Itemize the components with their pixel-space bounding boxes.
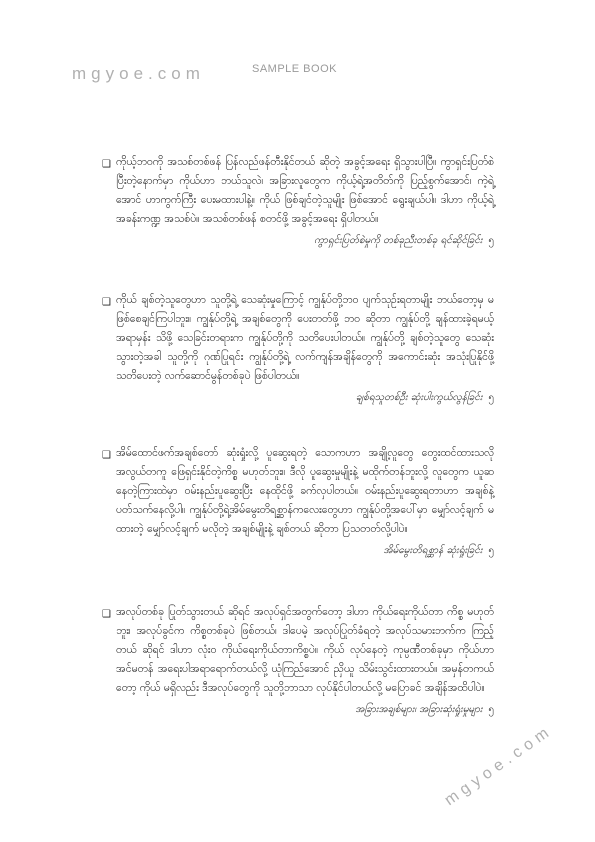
source-page: ၅ — [488, 392, 494, 403]
quote-source — [102, 544, 494, 558]
quote-text: ကိုယ် ချစ်တဲ့သူတွေဟာ သူတို့ရဲ့ သေဆုံးမှုကြောင့် ကျွန်ုပ်တို့ဘဝ ပျက်သုဉ်းရတာမျိုး ဘယ်တော့မှ မဖြစ်စေချင်ကြပါဘူး။ ကျွန်ုပ်တို့ရဲ့ အချစ်တွေကို ပေးတတ်ဖို့ ဘဝ ဆိုတာ ကျွန်ုပ်တို့ ချန်ထားခဲ့ရမယ့်အရာမှန်း သိဖို့ သေခြင်းတရားက ကျွန်ုပ်တို့ကို သတိပေးပါတယ်။ ကျွန်ုပ်တို့ ချစ်တဲ့သူတွေ သေဆုံးသွားတဲ့အခါ သူတို့ကို ဂုဏ်ပြုရင်း ကျွန်ုပ်တို့ရဲ့ လက်ကျန်အချိန်တွေကို အကောင်းဆုံး အသုံးပြုနိုင်ဖို့ သတိပေးတဲ့ လက်ဆောင်မွန်တစ်ခုပဲ ဖြစ်ပါတယ်။ — [116, 294, 494, 382]
sample-book-label: SAMPLE BOOK — [252, 63, 337, 75]
quote-source — [102, 391, 494, 405]
source-page: ၅ — [488, 545, 494, 556]
source-page: ၅ — [488, 704, 494, 715]
quote-source — [102, 234, 494, 248]
checkbox-bullet-icon: ❑ — [102, 609, 111, 620]
quote-text: အိမ်ထောင်ဖက်အချစ်တော် ဆုံးရှုံးလို့ ပူဆွေးရတဲ့ သောကဟာ အချို့လူတွေ တွေးထင်ထားသလို အလွယ်တကူ ဖြေရှင်းနိုင်တဲ့ကိစ္စ မဟုတ်ဘူး။ ဒီလို ပူဆွေးမှုမျိုးနဲ့ မထိုက်တန်ဘူးလို့ လူတွေက ယူဆနေတဲ့ကြားထဲမှာ ဝမ်းနည်းပူဆွေးပြီး နေထိုင်ဖို့ ခက်လှပါတယ်။ ဝမ်းနည်းပူဆွေးရတာဟာ အချစ်နဲ့ ပတ်သက်နေလို့ပါ။ ကျွန်ုပ်တို့ရဲ့အိမ်မွေးတိရစ္ဆာန်ကလေးတွေဟာ ကျွန်ုပ်တို့အပေါ်မှာ မျှော်လင့်ချက် မထားတဲ့ မျှော်လင့်ချက် မလိုတဲ့ အချစ်မျိုးနဲ့ ချစ်တယ် ဆိုတာ ပြသတတ်လို့ပါပဲ။ — [116, 447, 494, 535]
quote-entry — [102, 603, 494, 717]
checkbox-bullet-icon: ❑ — [102, 450, 111, 461]
source-chapter: ချစ်ရသူတစ်ဦး ဆုံးပါးကွယ်လွန်ခြင်း — [355, 392, 483, 403]
source-page: ၅ — [488, 235, 494, 246]
site-watermark: mgyoe.com — [72, 64, 205, 83]
checkbox-bullet-icon: ❑ — [102, 159, 111, 170]
quote-source — [102, 703, 494, 717]
quote-entry — [102, 444, 494, 558]
quote-text: အလုပ်တစ်ခု ပြုတ်သွားတယ် ဆိုရင် အလုပ်ရှင်အတွက်တော့ ဒါဟာ ကိုယ်ရေးကိုယ်တာ ကိစ္စ မဟုတ်ဘူး၊ အလုပ်ခွင်က ကိစ္စတစ်ခုပဲ ဖြစ်တယ်၊ ဒါပေမဲ့ အလုပ်ပြုတ်ခံရတဲ့ အလုပ်သမားဘက်က ကြည့်တယ် ဆိုရင် ဒါဟာ လုံးဝ ကိုယ်ရေးကိုယ်တာကိစ္စပဲ။ ကိုယ် လုပ်နေတဲ့ ကုမ္ပဏီတစ်ခုမှာ ကိုယ်ဟာ အင်မတန် အရေးပါအရာရောက်တယ်လို့ ယုံကြည်အောင် ညှိယူ သိမ်းသွင်းထားတယ်။ အမှန်တကယ်တော့ ကိုယ် မရှိလည်း ဒီအလုပ်တွေကို သူတို့ဘာသာ လုပ်နိုင်ပါတယ်လို့ မပြောခင် အချိန်အထိပါပဲ။ — [116, 606, 494, 694]
quote-text: ကိုယ့်ဘဝကို အသစ်တစ်ဖန် ပြန်လည်ဖန်တီးနိုင်တယ် ဆိုတဲ့ အခွင့်အရေး ရှိသွားပါပြီ။ ကွာရှင်းပြတ်စဲပြီးတဲ့နောက်မှာ ကိုယ်ဟာ ဘယ်သူလဲ၊ အခြားလူတွေက ကိုယ့်ရဲ့အတိတ်ကို ပြည့်စွက်အောင်၊ ကဲ့ရဲ့အောင် ဟာကွက်ကြီး ပေးမထားပါနဲ့။ ကိုယ် ဖြစ်ချင်တဲ့သူမျိုး ဖြစ်အောင် ရွေးချယ်ပါ။ ဒါဟာ ကိုယ့်ရဲ့ အခန်းကဏ္ဍ အသစ်ပဲ။ အသစ်တစ်ဖန် စတင်ဖို့ အခွင့်အရေး ရှိပါတယ်။ — [116, 156, 494, 225]
diagonal-watermark: mgyoe.com — [441, 722, 557, 810]
quote-entry — [102, 153, 494, 248]
checkbox-bullet-icon: ❑ — [102, 297, 111, 308]
source-chapter: ကွာရှင်းပြတ်စဲမှုကို တစ်ခုညီးတစ်ခု ရင်ဆိုင်ခြင်း — [313, 235, 483, 246]
source-chapter: အခြားအချစ်များ၊ အခြားဆုံးရှုံးမှုများ — [355, 704, 483, 715]
quote-entry — [102, 291, 494, 405]
source-chapter: အိမ်မွေးတိရစ္ဆာန် ဆုံးရှုံးခြင်း — [383, 545, 483, 556]
